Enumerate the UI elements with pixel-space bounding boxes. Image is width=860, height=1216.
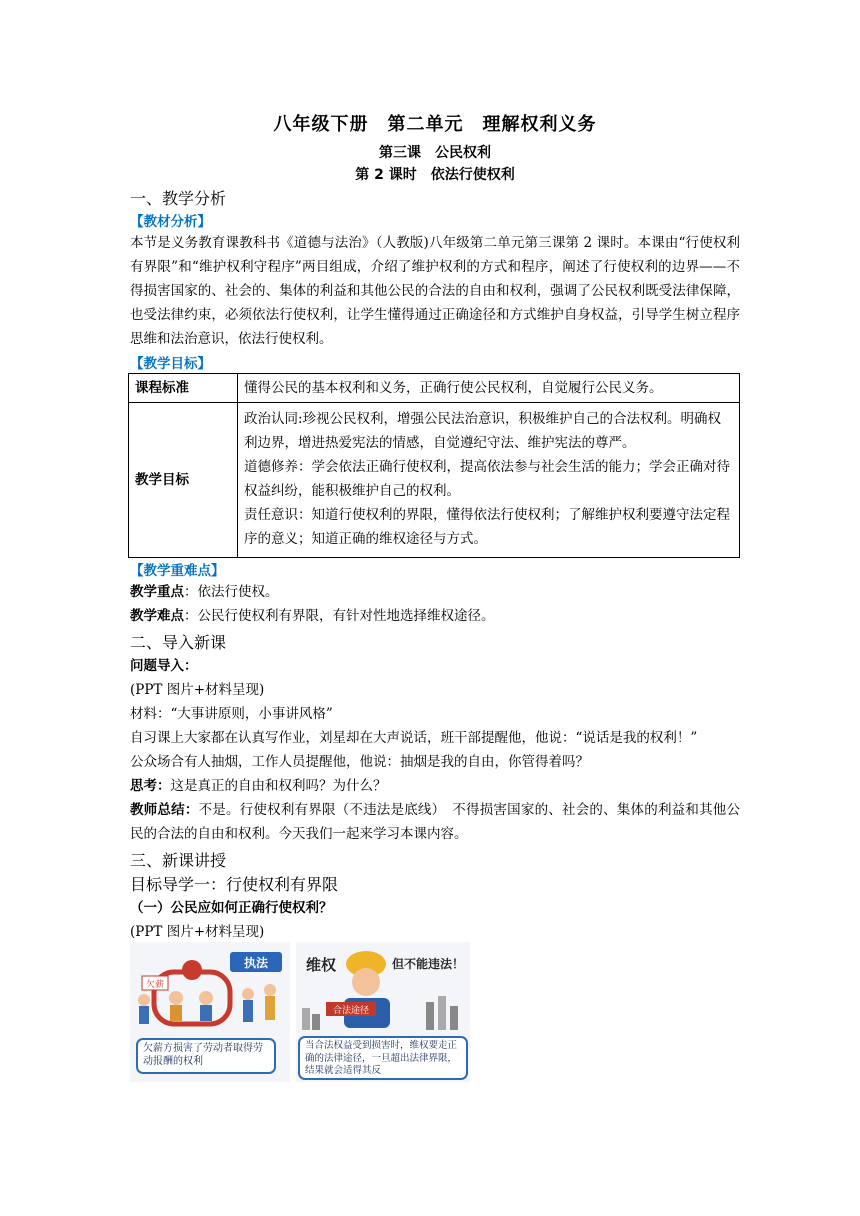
wage-arrears-cartoon <box>130 942 290 1034</box>
enforcement-sign-text: 执法 <box>243 956 269 970</box>
section-heading-analysis: 一、教学分析 <box>130 189 227 208</box>
teacher-summary <box>130 798 740 846</box>
period-title: 第 2 课时 依法行使权利 <box>355 167 515 183</box>
table-cell-standard: 懂得公民的基本权利和义务，正确行使公民权利，自觉履行公民义务。 <box>238 374 740 403</box>
lawful-rights-cartoon <box>296 942 470 1034</box>
think-question <box>130 774 740 798</box>
material-paragraph: 公众场合有人抽烟，工作人员提醒他，他说：抽烟是我的自由，你管得着吗？ <box>130 754 589 770</box>
think-text: 这是真正的自由和权利吗？为什么？ <box>170 778 387 794</box>
illustration-pair <box>130 942 470 1082</box>
rights-word-right: 但不能违法！ <box>392 957 465 971</box>
table-head-standard: 课程标准 <box>129 374 238 403</box>
table-row <box>129 403 740 558</box>
ppt-note: (PPT 图片+材料呈现) <box>130 682 265 698</box>
difficulty-label: 教学难点 <box>130 608 184 624</box>
arrears-tag-text: 欠薪 <box>145 980 165 990</box>
think-label: 思考： <box>130 778 171 794</box>
material-analysis-label: 【教材分析】 <box>130 214 211 230</box>
wage-arrears-illustration <box>130 942 290 1082</box>
question-intro-label: 问题导入： <box>130 658 198 674</box>
lawful-sign-text: 合法途径 <box>332 1006 370 1016</box>
rights-word-left: 维权 <box>306 956 337 974</box>
teaching-difficulty <box>130 604 740 628</box>
table-row <box>129 374 740 403</box>
section-heading-new-lesson: 三、新课讲授 <box>130 851 227 870</box>
goal-political: 政治认同:珍视公民权利，增强公民法治意识，积极维护自己的合法权利。明确权利边界，增进热爱宪法的情感，自觉遵纪守法、维护宪法的尊严。 <box>244 411 722 451</box>
lawful-rights-illustration <box>296 942 470 1082</box>
sub-heading: （一）公民应如何正确行使权利？ <box>130 900 333 916</box>
difficulty-text: ：公民行使权利有界限，有针对性地选择维权途径。 <box>184 608 495 624</box>
teaching-goals-label: 【教学目标】 <box>130 356 211 372</box>
section-heading-intro: 二、导入新课 <box>130 633 227 652</box>
summary-text: 不是。行使权利有界限（不违法是底线） 不得损害国家的、社会的、集体的利益和其他公民的合法的自由和权利。今天我们一起来学习本课内容。 <box>130 802 741 842</box>
wage-arrears-caption: 欠薪方损害了劳动者取得劳动报酬的权利 <box>136 1038 276 1074</box>
document-title: 八年级下册 第二单元 理解权利义务 <box>273 114 597 135</box>
focus-label: 教学重点 <box>130 584 184 600</box>
focus-text: ：依法行使权。 <box>184 584 279 600</box>
document-page <box>130 110 740 944</box>
ppt-note: (PPT 图片+材料呈现) <box>130 924 265 940</box>
material-paragraph: 自习课上大家都在认真写作业，刘星却在大声说话，班干部提醒他，他说：“说话是我的权利！” <box>130 730 698 746</box>
key-points-label: 【教学重难点】 <box>130 563 225 579</box>
teaching-focus <box>130 580 740 604</box>
lesson-title: 第三课 公民权利 <box>379 145 491 161</box>
table-cell-goals <box>238 403 740 558</box>
goals-table <box>128 373 740 558</box>
lawful-rights-caption: 当合法权益受到损害时，维权要走正确的法律途径，一旦超出法律界限，结果就会适得其反 <box>298 1036 468 1080</box>
goal-responsibility: 责任意识：知道行使权利的界限，懂得依法行使权利；了解维护权利要遵守法定程序的意义；知道正确的维权途径与方式。 <box>244 507 730 547</box>
summary-label: 教师总结： <box>130 802 199 818</box>
material-analysis-text: 本节是义务教育课教科书《道德与法治》（人教版)八年级第二单元第三课第 2 课时。本课由“行使权利有界限”和“维护权利守程序”两目组成，介绍了维护权利的方式和程序，阐述了行使权利的边界——不得损害国家的、社会的、集体的利益和其他公民的合法的自由和权利，强调了公民权利既受法律保障，也受法律约束，必须依法行使权利，让学生懂得通过正确途径和方式维护自身权益，引导学生树立程序思维和法治意识，依法行使权利。 <box>130 235 740 347</box>
table-head-goals: 教学目标 <box>129 403 238 558</box>
goal-moral: 道德修养：学会依法正确行使权利，提高依法参与社会生活的能力；学会正确对待权益纠纷，能积极维护自己的权利。 <box>244 459 730 499</box>
material-title: 材料：“大事讲原则，小事讲风格” <box>130 706 333 722</box>
goal-heading: 目标导学一：行使权利有界限 <box>130 875 339 894</box>
